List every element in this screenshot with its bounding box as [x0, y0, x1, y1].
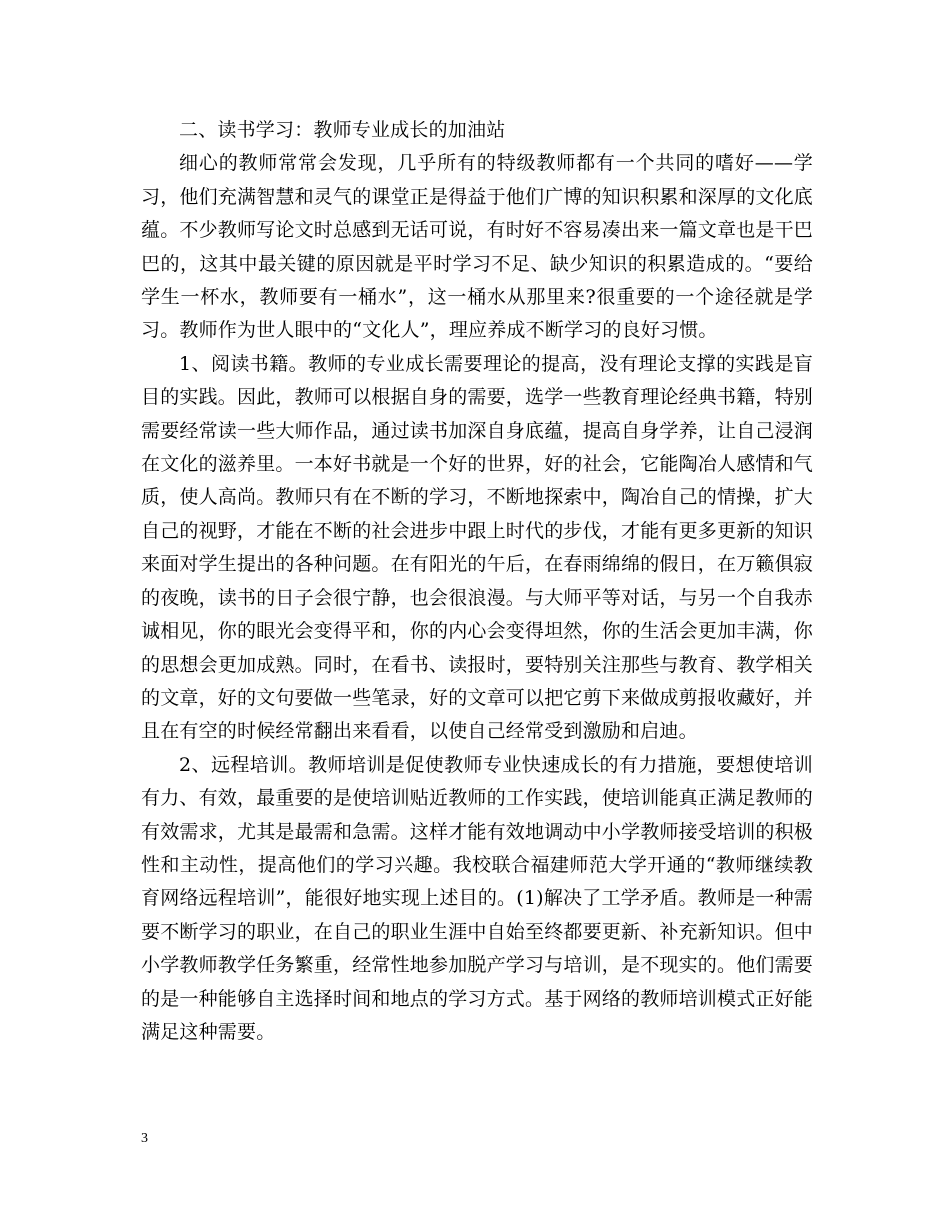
section-heading: 二、读书学习：教师专业成长的加油站 — [179, 119, 506, 141]
paragraph-remote-training: 2、远程培训。教师培训是促使教师专业快速成长的有力措施，要想使培训有力、有效，最重要的是使培训贴近教师的工作实践，使培训能真正满足教师的有效需求，尤其是最需和急需。这样才能有效地调动中小学教师接受培训的积极性和主动性，提高他们的学习兴趣。我校联合福建师范大学开通的“教师继续教育网络远程培训”，能很好地实现上述目的。(1)解决了工学矛盾。教师是一种需要不断学习的职业，在自己的职业生涯中自始至终都要更新、补充新知识。但中小学教师教学任务繁重，经常性地参加脱产学习与培训，是不现实的。他们需要的是一种能够自主选择时间和地点的学习方式。基于网络的教师培训模式正好能满足这种需要。 — [141, 753, 814, 1043]
paragraph-reading-books: 1、阅读书籍。教师的专业成长需要理论的提高，没有理论支撑的实践是盲目的实践。因此，教师可以根据自身的需要，选学一些教育理论经典书籍，特别需要经常读一些大师作品，通过读书加深自身底蕴，提高自身学养，让自己浸润在文化的滋养里。一本好书就是一个好的世界，好的社会，它能陶冶人感情和气质，使人高尚。教师只有在不断的学习，不断地探索中，陶冶自己的情操，扩大自己的视野，才能在不断的社会进步中跟上时代的步伐，才能有更多更新的知识来面对学生提出的各种问题。在有阳光的午后，在春雨绵绵的假日，在万籁俱寂的夜晚，读书的日子会很宁静，也会很浪漫。与大师平等对话，与另一个自我赤诚相见，你的眼光会变得平和，你的内心会变得坦然，你的生活会更加丰满，你的思想会更加成熟。同时，在看书、读报时，要特别关注那些与教育、教学相关的文章，好的文句要做一些笔录，好的文章可以把它剪下来做成剪报收藏好，并且在有空的时候经常翻出来看看，以使自己经常受到激励和启迪。 — [141, 352, 814, 743]
page-number: 3 — [141, 1131, 148, 1146]
document-body — [141, 114, 813, 1049]
paragraph-intro: 细心的教师常常会发现，几乎所有的特级教师都有一个共同的嗜好——学习，他们充满智慧和灵气的课堂正是得益于他们广博的知识积累和深厚的文化底蕴。不少教师写论文时总感到无话可说，有时好不容易凑出来一篇文章也是干巴巴的，这其中最关键的原因就是平时学习不足、缺少知识的积累造成的。“要给学生一杯水，教师要有一桶水”，这一桶水从那里来?很重要的一个途径就是学习。教师作为世人眼中的“文化人”，理应养成不断学习的良好习惯。 — [141, 152, 814, 342]
